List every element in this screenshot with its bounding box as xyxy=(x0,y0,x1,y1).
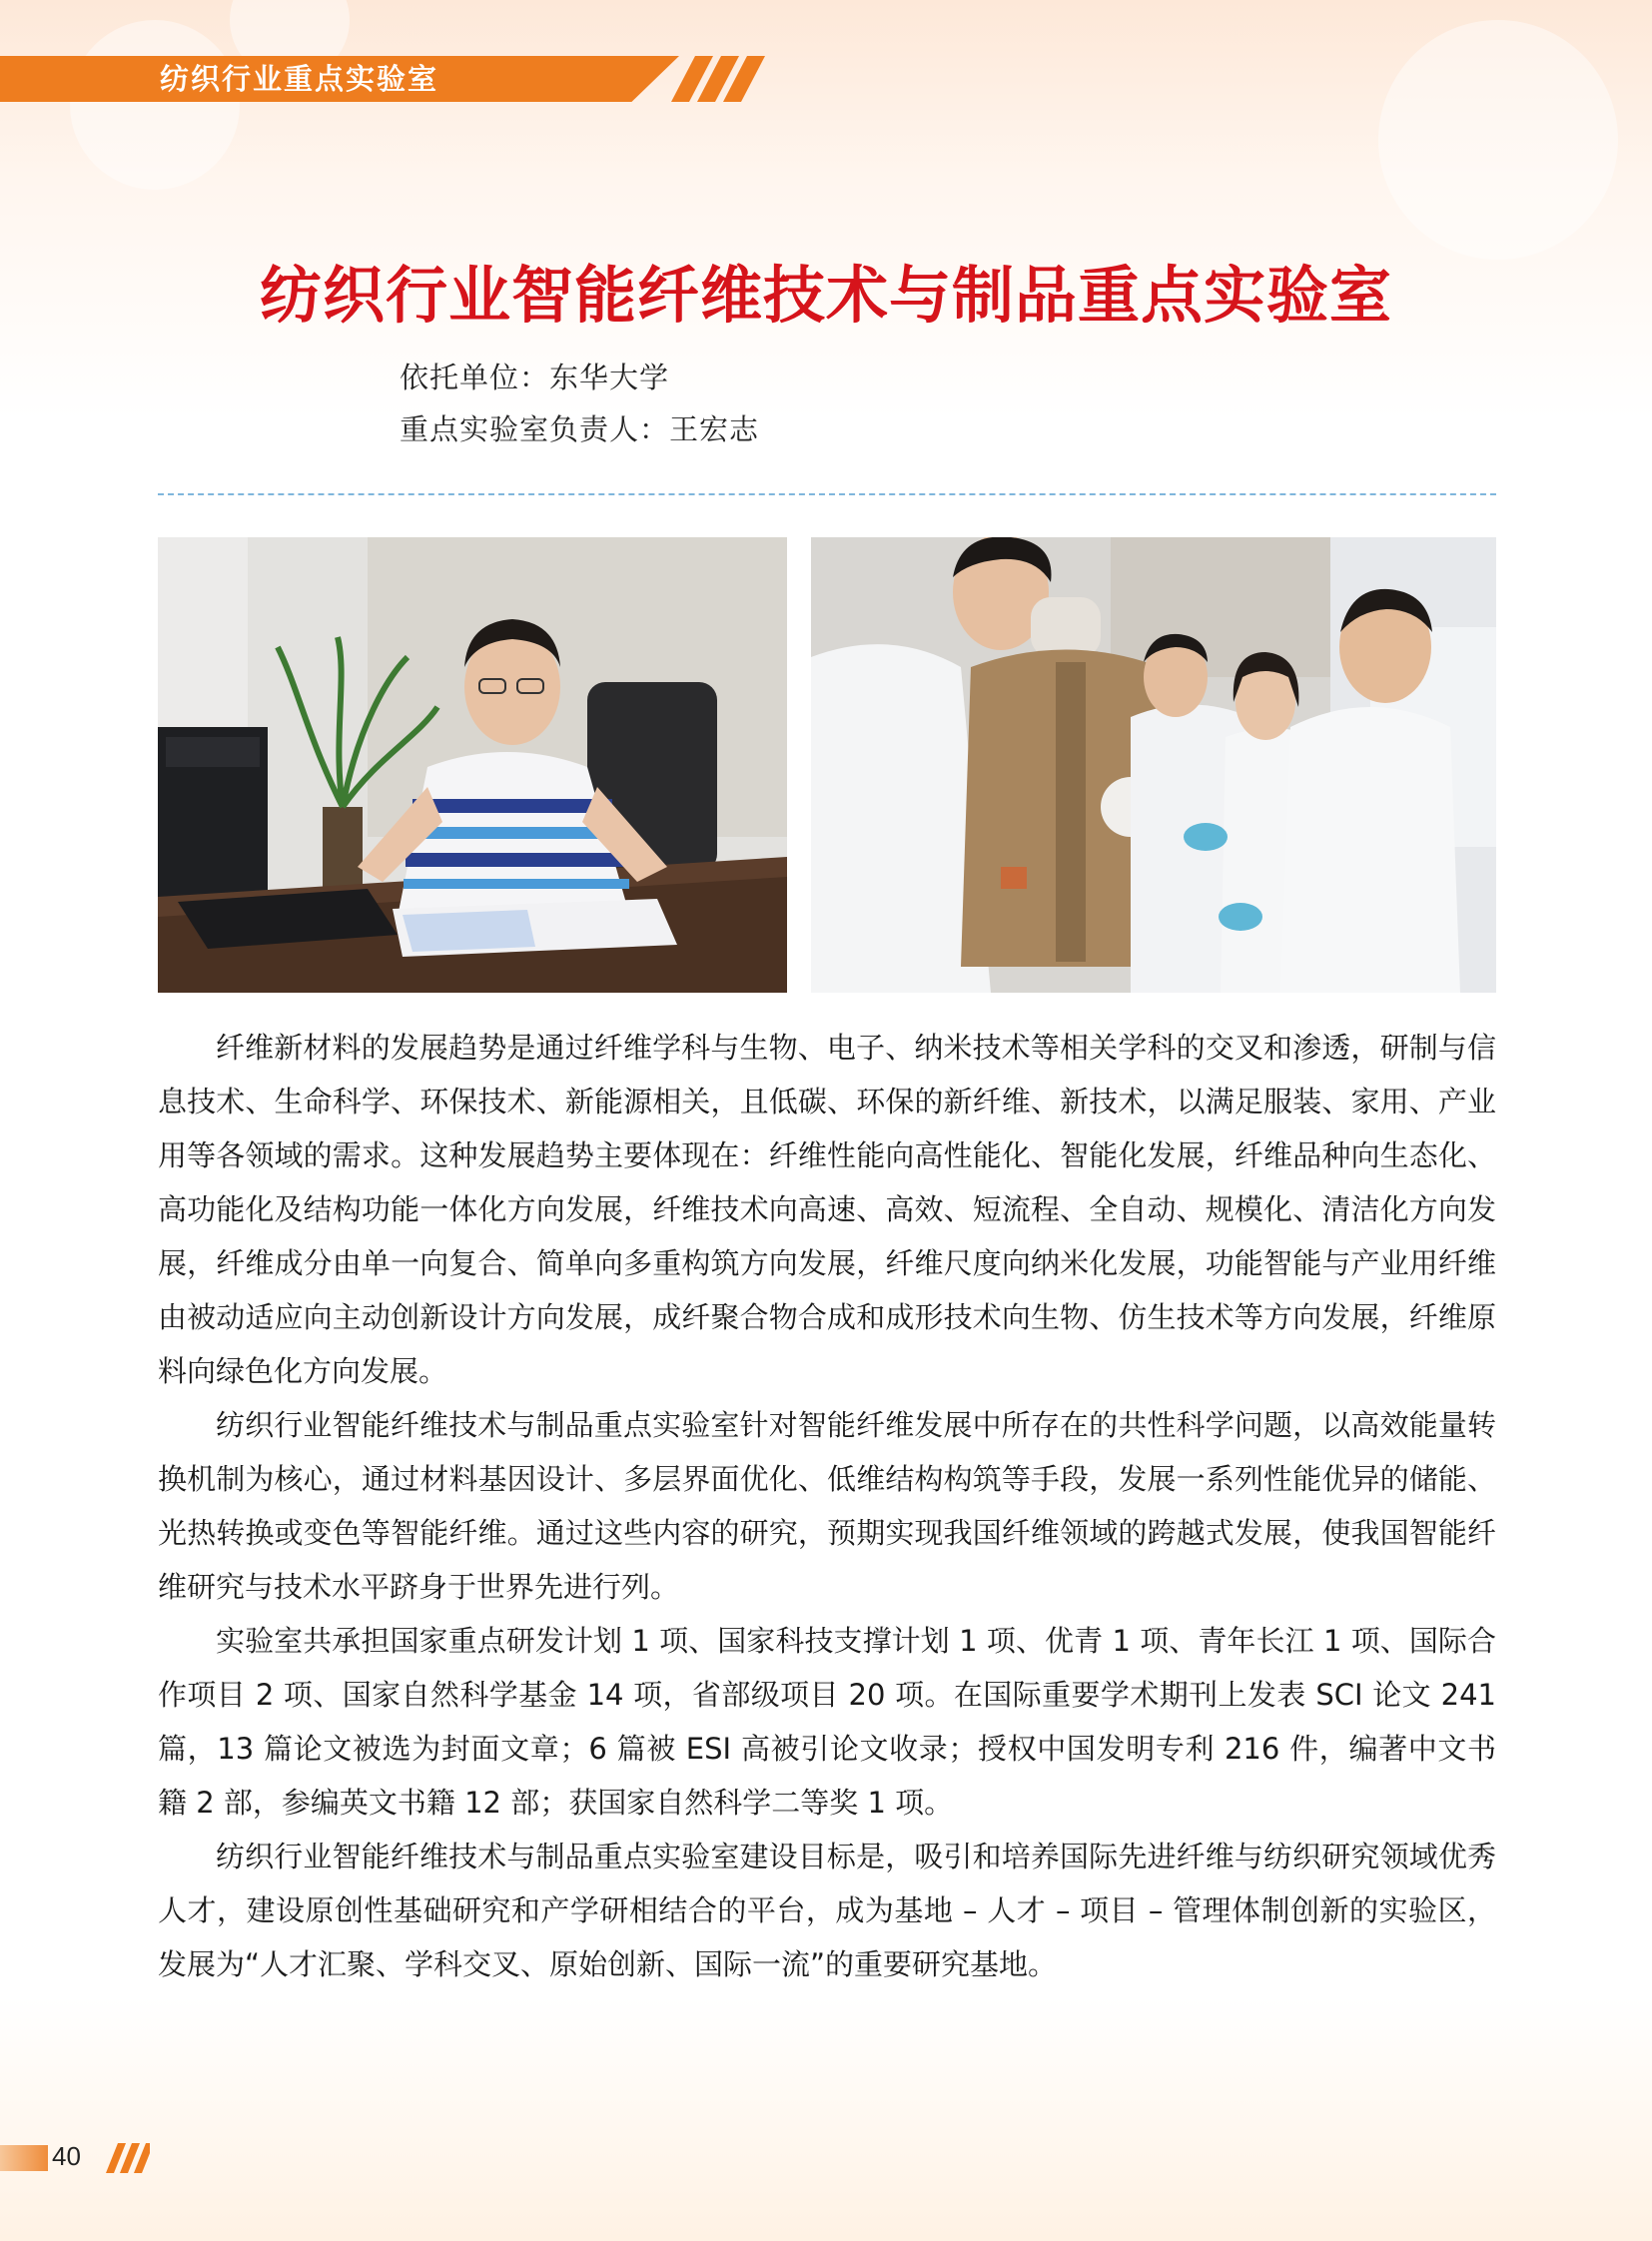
footer-stripes-decoration xyxy=(102,2143,150,2173)
lab-photo xyxy=(811,537,1496,993)
paragraph: 实验室共承担国家重点研发计划 1 项、国家科技支撑计划 1 项、优青 1 项、青年长江 1 项、国际合作项目 2 项、国家自然科学基金 14 项，省部级项目 20 项。在国际重要学术期刊上发表 SCI 论文 241 篇，13 篇论文被选为封面文章；6 篇被 ESI 高被引论文收录；授权中国发明专利 216 件，编著中文书籍 2 部，参编英文书籍 12 部；获国家自然科学二等奖 1 项。 xyxy=(158,1624,1496,1820)
page-title: 纺织行业智能纤维技术与制品重点实验室 xyxy=(259,259,1392,332)
ribbon-stripes-decoration xyxy=(649,56,774,102)
paragraph: 纤维新材料的发展趋势是通过纤维学科与生物、电子、纳米技术等相关学科的交叉和渗透，研制与信息技术、生命科学、环保技术、新能源相关，且低碳、环保的新纤维、新技术，以满足服装、家用、产业用等各领域的需求。这种发展趋势主要体现在：纤维性能向高性能化、智能化发展，纤维品种向生态化、高功能化及结构功能一体化方向发展，纤维技术向高速、高效、短流程、全自动、规模化、清洁化方向发展，纤维成分由单一向复合、简单向多重构筑方向发展，纤维尺度向纳米化发展，功能智能与产业用纤维由被动适应向主动创新设计方向发展，成纤聚合物合成和成形技术向生物、仿生技术等方向发展，纤维原料向绿色化方向发展。 xyxy=(158,1031,1496,1388)
bg-bubble xyxy=(70,20,240,190)
portrait-photo xyxy=(158,537,787,993)
paragraph: 纺织行业智能纤维技术与制品重点实验室针对智能纤维发展中所存在的共性科学问题，以高效能量转换机制为核心，通过材料基因设计、多层界面优化、低维结构构筑等手段，发展一系列性能优异的储能、光热转换或变色等智能纤维。通过这些内容的研究，预期实现我国纤维领域的跨越式发展，使我国智能纤维研究与技术水平跻身于世界先进行列。 xyxy=(158,1408,1496,1604)
bg-bubble xyxy=(1378,20,1618,260)
footer-bar xyxy=(0,2145,48,2171)
host-unit: 依托单位：东华大学 xyxy=(400,361,670,394)
lab-director: 重点实验室负责人：王宏志 xyxy=(400,412,760,446)
page-number: 40 xyxy=(52,2141,81,2171)
article-body xyxy=(158,1021,1496,1991)
section-label: 纺织行业重点实验室 xyxy=(160,62,439,96)
paragraph: 纺织行业智能纤维技术与制品重点实验室建设目标是，吸引和培养国际先进纤维与纺织研究领域优秀人才，建设原创性基础研究和产学研相结合的平台，成为基地 – 人才 – 项目 – 管理体制创新的实验区，发展为“人才汇聚、学科交叉、原始创新、国际一流”的重要研究基地。 xyxy=(158,1840,1496,1981)
divider xyxy=(158,493,1496,495)
